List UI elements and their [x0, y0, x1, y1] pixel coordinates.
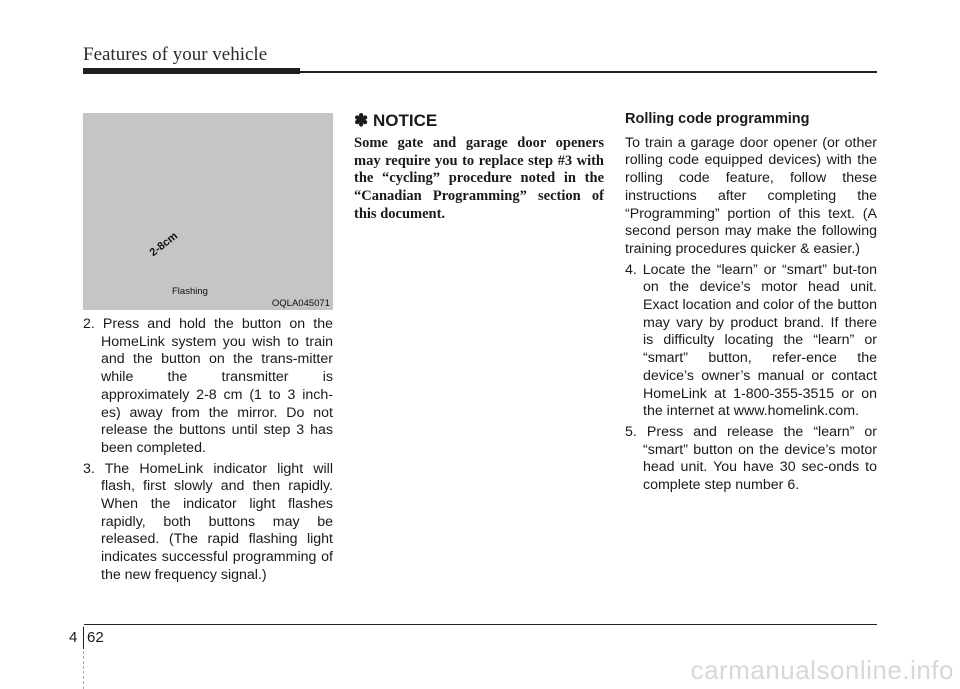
left-column	[83, 316, 333, 588]
figure-flashing-label: Flashing	[172, 286, 208, 297]
right-column	[625, 111, 877, 498]
step-5: 5. Press and release the “learn” or “smart” button on the device’s motor head unit. You have 30 sec-onds to complete step number 6.	[625, 423, 877, 494]
watermark: carmanualsonline.info	[690, 655, 954, 685]
page-number: 62	[87, 629, 104, 646]
figure-code: OQLA045071	[271, 298, 330, 309]
homelink-figure	[83, 113, 333, 310]
notice-title: ✽ NOTICE	[354, 111, 438, 130]
figure-distance-label: 2-8cm	[147, 229, 181, 259]
header-rule-thin	[300, 71, 877, 73]
notice-body: Some gate and garage door openers may require you to replace step #3 with the “cycling” procedure noted in the “Canadian Programming” section of this document.	[354, 135, 604, 222]
chapter-number: 4	[69, 629, 78, 646]
step-4: 4. Locate the “learn” or “smart” but-ton on the device’s motor head unit. Exact location and color of the button may vary by product brand. If there is difficulty locating the “learn” or “smart” button, refer-ence the device’s owner’s manual or contact HomeLink at 1-800-355-3515 or on the internet at www.homelink.com.	[625, 261, 877, 420]
step-2: 2. Press and hold the button on the HomeLink system you wish to train and the button on the trans-mitter while the transmitter is approximately 2-8 cm (1 to 3 inch-es) away from the mirror. Do not release the buttons until step 3 has been completed.	[83, 316, 333, 456]
rolling-code-intro: To train a garage door opener (or other rolling code equipped devices) with the rolling code feature, follow these instructions after completing the “Programming” portion of this text. (A second person may make the following training procedures quicker & easier.)	[625, 134, 877, 257]
notice-column	[354, 111, 604, 224]
rolling-code-title: Rolling code programming	[625, 111, 810, 127]
step-3: 3. The HomeLink indicator light will flash, first slowly and then rapidly. When the indicator light flashes rapidly, both buttons may be released. (The rapid flashing light indicates successful programming of the new frequency signal.)	[83, 460, 333, 583]
page-header-title: Features of your vehicle	[83, 44, 268, 65]
header-rule-thick	[83, 68, 300, 74]
footer-separator	[83, 627, 84, 649]
footer-rule	[84, 624, 877, 625]
